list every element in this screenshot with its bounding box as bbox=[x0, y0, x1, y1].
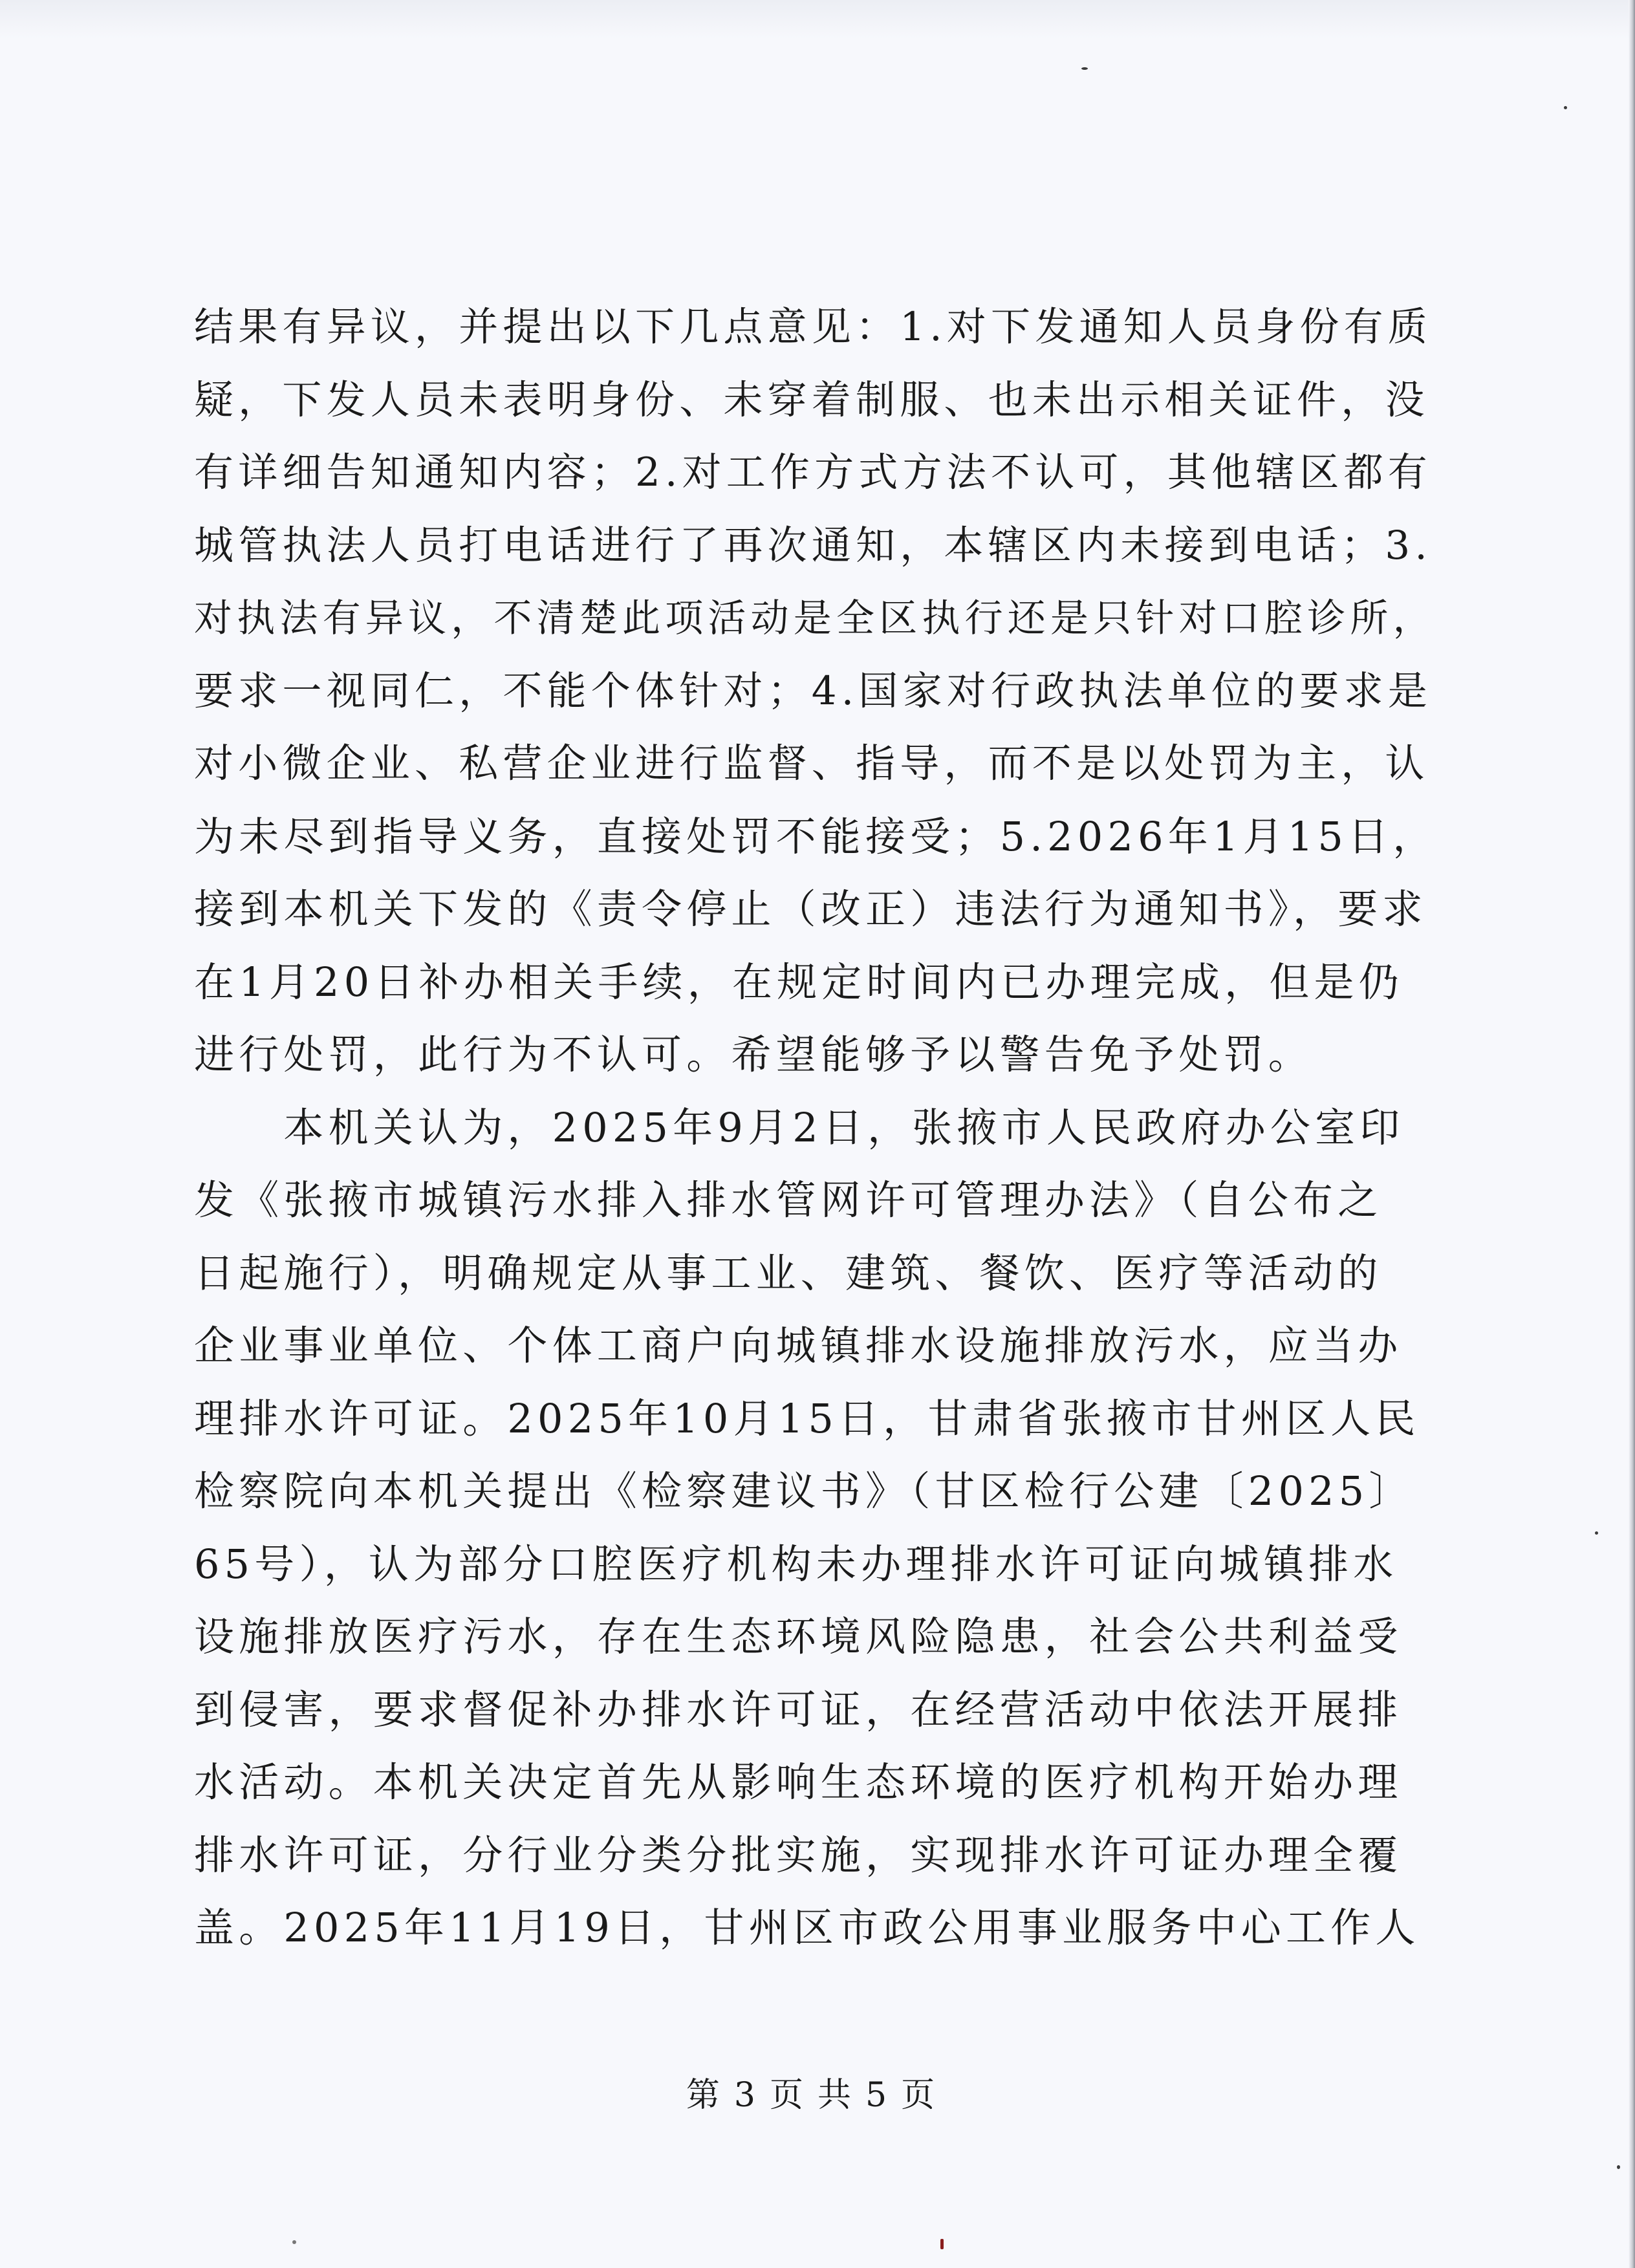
body-line: 在1月20日补办相关手续，在规定时间内已办理完成，但是仍 bbox=[194, 958, 1403, 1006]
body-text bbox=[194, 291, 1438, 1965]
body-line: 企业事业单位、个体工商户向城镇排水设施排放污水，应当办 bbox=[194, 1322, 1403, 1369]
scan-speck bbox=[1081, 67, 1088, 70]
scan-top-shadow bbox=[0, 0, 1629, 39]
body-line: 结果有异议，并提出以下几点意见：1.对下发通知人员身份有质 bbox=[194, 304, 1433, 350]
body-line: 检察院向本机关提出《检察建议书》（甘区检行公建〔2025〕 bbox=[194, 1467, 1414, 1515]
scan-right-edge bbox=[1629, 0, 1635, 2268]
scan-speck bbox=[1617, 2165, 1620, 2169]
scan-speck bbox=[1564, 106, 1567, 109]
body-line: 发《张掖市城镇污水排入排水管网许可管理办法》（自公布之 bbox=[194, 1176, 1383, 1224]
body-line: 城管执法人员打电话进行了再次通知，本辖区内未接到电话；3. bbox=[194, 522, 1433, 568]
page-number: 第3页共5页 bbox=[686, 2076, 949, 2115]
body-line: 要求一视同仁，不能个体针对；4.国家对行政执法单位的要求是 bbox=[194, 667, 1433, 714]
body-line: 有详细告知通知内容；2.对工作方式方法不认可，其他辖区都有 bbox=[194, 449, 1433, 495]
body-line: 本机关认为，2025年9月2日，张掖市人民政府办公室印 bbox=[194, 1103, 1405, 1151]
scan-speck bbox=[292, 2240, 296, 2244]
body-line: 到侵害，要求督促补办排水许可证，在经营活动中依法开展排 bbox=[194, 1685, 1403, 1733]
body-line: 理排水许可证。2025年10月15日，甘肃省张掖市甘州区人民 bbox=[194, 1394, 1420, 1442]
body-line: 盖。2025年11月19日，甘州区市政公用事业服务中心工作人 bbox=[194, 1904, 1420, 1951]
body-line: 日起施行），明确规定从事工业、建筑、餐饮、医疗等活动的 bbox=[194, 1249, 1383, 1297]
body-line: 对执法有异议，不清楚此项活动是全区执行还是只针对口腔诊所， bbox=[194, 596, 1436, 640]
scan-speck bbox=[940, 2239, 944, 2249]
body-line: 排水许可证，分行业分类分批实施，实现排水许可证办理全覆 bbox=[194, 1831, 1403, 1879]
body-line: 为未尽到指导义务，直接处罚不能接受；5.2026年1月15日， bbox=[194, 812, 1438, 860]
body-line: 水活动。本机关决定首先从影响生态环境的医疗机构开始办理 bbox=[194, 1758, 1403, 1806]
body-line: 进行处罚，此行为不认可。希望能够予以警告免予处罚。 bbox=[194, 1031, 1314, 1078]
body-line: 接到本机关下发的《责令停止（改正）违法行为通知书》，要求 bbox=[194, 885, 1427, 933]
scan-speck bbox=[1595, 1531, 1598, 1535]
body-line: 疑，下发人员未表明身份、未穿着制服、也未出示相关证件，没 bbox=[194, 376, 1429, 423]
body-line: 65号），认为部分口腔医疗机构未办理排水许可证向城镇排水 bbox=[194, 1540, 1398, 1588]
body-line: 设施排放医疗污水，存在生态环境风险隐患，社会公共利益受 bbox=[194, 1613, 1403, 1660]
body-line: 对小微企业、私营企业进行监督、指导，而不是以处罚为主，认 bbox=[194, 740, 1429, 786]
